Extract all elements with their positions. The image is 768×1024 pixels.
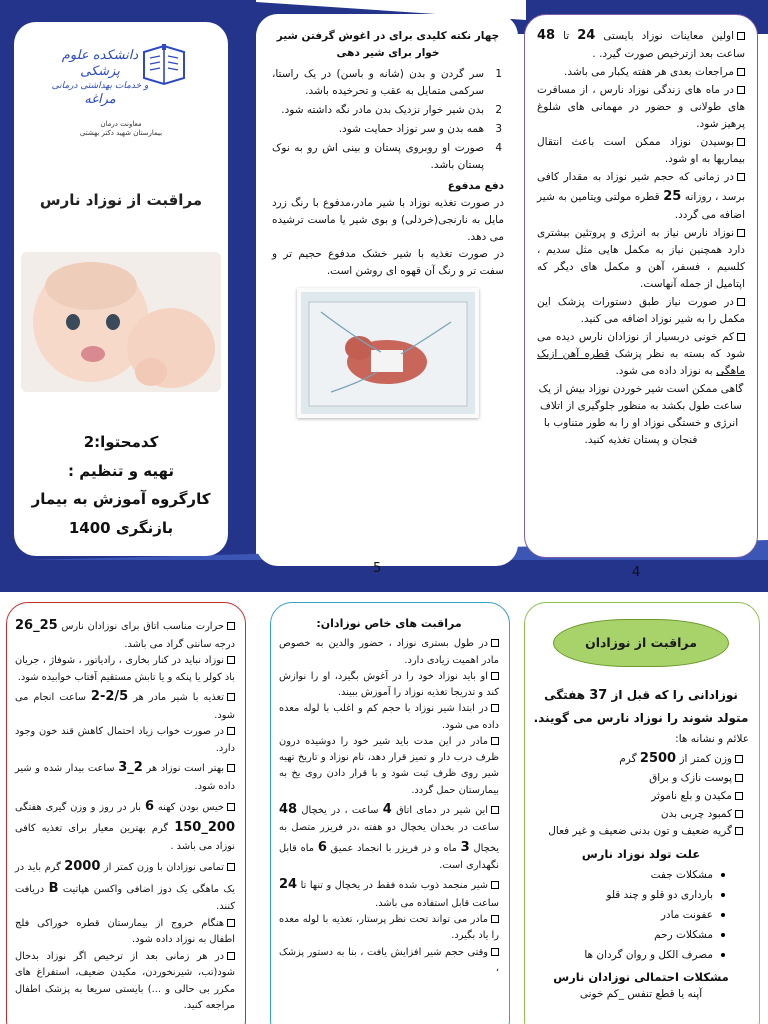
list-item: حرارت مناسب اتاق برای نوزادان نارس 25_26 درجه سانتی گراد می باشد. — [15, 618, 235, 650]
list-item: در ماه های زندگی نوزاد نارس ، از مسافرت های طولانی و حضور در مهمانی های شلوغ پرهیز شود. — [537, 84, 745, 131]
checkbox-bullet-icon — [491, 948, 499, 956]
checkbox-bullet-icon — [227, 952, 235, 960]
list-item: خیس بودن کهنه 6 بار در روز و وزن گیری هفتگی 200_150 گرم بهترین معیار برای تغذیه کافی نوزاد می باشد . — [15, 798, 235, 853]
list-item: بهتر است نوزاد هر 2_3 ساعت بیدار شده و شیر داده شود. — [15, 760, 235, 793]
general-care-list — [15, 615, 235, 1015]
checkbox-bullet-icon — [491, 915, 499, 923]
page-number-4: 4 — [632, 565, 641, 580]
checkbox-bullet-icon — [491, 672, 499, 680]
bullet-dot-icon — [721, 933, 725, 937]
checkbox-bullet-icon — [491, 806, 499, 814]
premature-definition: نوزادانی را که قبل از 37 هفتگی متولد شوند را نوزاد نارس می گویند. — [533, 688, 749, 725]
list-item: در صورت خواب زیاد احتمال کاهش قند خون وجود دارد. — [15, 726, 235, 754]
feeding-duration-note: گاهی ممکن است شیر خوردن نوزاد بیش از یک ساعت طول بکشد به منظور جلوگیری از اتلاف انرژی و خستگی نوزاد او را به طور متناوب با فنجان و پستان تغذیه کنید. — [538, 383, 744, 447]
list-item: نوزاد نارس نیاز به انرژی و پروتئین بیشتری دارد همچنین نیاز به مکمل هایی مثل سدیم ، کلسیم ، فسفر، آهن و مکمل های دیگر که اپتامیل از جمله آنهاست. — [537, 227, 745, 291]
checkbox-bullet-icon — [227, 764, 235, 772]
list-item: هنگام خروج از بیمارستان قطره خوراکی فلج اطفال به نوزاد داده شود. — [15, 917, 235, 946]
bullet-dot-icon — [721, 953, 725, 957]
checkbox-bullet-icon — [737, 86, 745, 94]
signs-label: علائم و نشانه ها: — [675, 732, 749, 745]
stool-paragraph-formula: در صورت تغذیه با شیر خشک مدفوع حجیم تر و سفت تر و رنگ آن قهوه ای روشن است. — [272, 247, 504, 277]
list-item: اولین معاینات نوزاد بایستی 24 تا 48 ساعت بعد ازترخیص صورت گیرد. . — [537, 28, 745, 61]
special-care-panel — [270, 602, 510, 1024]
checkbox-bullet-icon — [737, 173, 745, 181]
list-item: کمبود چربی بدن — [533, 806, 743, 824]
page-4-panel — [524, 14, 758, 558]
checkbox-bullet-icon — [227, 656, 235, 664]
list-item: وزن کمتر از 2500 گرم — [533, 748, 743, 770]
brochure-title: مراقبت از نوزاد نارس — [39, 191, 203, 209]
problems-text: آپنه یا قطع تنفس _کم خونی — [579, 988, 703, 1001]
list-item: بوسیدن نوزاد ممکن است باعث انتقال بیماریها به او شود. — [537, 136, 745, 166]
list-item: بارداری دو قلو و چند قلو — [533, 887, 749, 904]
list-item: 1 سر گردن و بدن (شانه و باسن) در یک راستا، سرکمی متمایل به عقب و تحرخیده باشد. — [272, 67, 502, 97]
bullet-dot-icon — [721, 913, 725, 917]
checkbox-bullet-icon — [737, 68, 745, 76]
list-item: عفونت مادر — [533, 907, 749, 924]
stool-section-title: دفع مدفوع — [447, 179, 504, 192]
list-item: در زمانی که حجم شیر نوزاد به مقدار کافی برسد ، روزانه 25 قطره مولتی ویتامین به شیر اضافه می گردد. — [537, 171, 746, 222]
causes-list — [533, 867, 749, 964]
checkbox-bullet-icon — [227, 693, 235, 701]
checkbox-bullet-icon — [737, 32, 745, 40]
list-item: گریه ضعیف و تون بدنی ضعیف و غیر فعال — [533, 823, 743, 841]
list-item: مادر در این مدت باید شیر خود را دوشیده درون ظرف درب دار و تمیز قرار دهد، نام نوزاد و تاریخ تهیه شیر روی ظرف ثبت شود و با قرار دادن روی یخ به بیمارستان حمل گردد. — [279, 735, 499, 796]
list-item: 3 همه بدن و سر نوزاد حمایت شود. — [338, 122, 502, 135]
bullet-dot-icon — [721, 873, 725, 877]
list-item: 2 بدن شیر خوار نزدیک بدن مادر نگه داشته شود. — [281, 103, 502, 116]
list-item: تغذیه با شیر مادر هر 2/5-2 ساعت انجام می شود. — [15, 689, 235, 722]
checkbox-bullet-icon — [227, 727, 235, 735]
general-care-panel — [6, 602, 246, 1024]
checkbox-bullet-icon — [737, 298, 745, 306]
list-item: او باید نوزاد خود را در آغوش بگیرد، او را نوازش کند و تدریجا تغذیه نوزاد را آموزش ببیند. — [279, 670, 499, 698]
section-cloud-banner: مراقبت از نوزادان — [553, 619, 729, 667]
logo-subtitle: معاونت درمان بیمارستان شهید دکتر بهشتی — [79, 120, 163, 138]
checkbox-bullet-icon — [735, 792, 743, 800]
premature-definition-panel — [524, 602, 760, 1024]
checkbox-bullet-icon — [491, 639, 499, 647]
checkbox-bullet-icon — [227, 622, 235, 630]
checkbox-bullet-icon — [227, 803, 235, 811]
baby-illustration — [21, 252, 221, 392]
page-number-5: 5 — [373, 561, 382, 576]
checkbox-bullet-icon — [227, 919, 235, 927]
prepared-by: کارگروه آموزش به بیمار — [31, 490, 211, 509]
incubator-photo — [297, 288, 479, 418]
checkbox-bullet-icon — [491, 704, 499, 712]
brochure-inside-sheet — [0, 592, 768, 1024]
special-care-title: مراقبت های خاص نوزادان: — [316, 617, 462, 630]
list-item: نوزاد نباید در کنار بخاری ، رادیاتور ، شوفاژ ، جریان باد کولر یا پنکه و یا تابش مستقیم آفتاب خوابیده شود. — [15, 655, 235, 683]
list-item: این شیر در دمای اتاق 4 ساعت ، در یخچال 48 ساعت در بخدان یخچال دو هفته ،در فریزر متصل به یخچال 3 ماه و در فریزر با انجماد عمیق 6 ماه قابل نگهداری است. — [279, 801, 499, 872]
prepared-label: تهیه و تنظیم : — [68, 461, 174, 480]
university-logo — [46, 30, 196, 146]
checkbox-bullet-icon — [737, 229, 745, 237]
cover-panel — [14, 22, 228, 556]
signs-list — [533, 748, 749, 841]
logo-calligraphy: دانشکده علوم پزشکی و خدمات بهداشتی درمانی مراغه — [51, 48, 149, 107]
list-item: مکیدن و بلع ناموثر — [533, 788, 743, 806]
checkbox-bullet-icon — [735, 774, 743, 782]
checkbox-bullet-icon — [491, 881, 499, 889]
list-item: شیر منجمد ذوب شده فقط در یخچال و تنها تا 24 ساعت قابل استفاده می باشد. — [279, 877, 499, 909]
causes-title: علت تولد نوزاد نارس — [581, 847, 701, 862]
special-care-list — [279, 636, 499, 977]
list-item: تمامی نوزادان با وزن کمتر از 2000 گرم باید در یک ماهگی یک دوز اضافی واکسن هپاتیت B دریافت کنند. — [15, 858, 235, 913]
list-item: مشکلات رحم — [533, 927, 749, 944]
checkbox-bullet-icon — [735, 810, 743, 818]
checkbox-bullet-icon — [737, 138, 745, 146]
list-item: در صورت نیاز طبق دستورات پزشک این مکمل را به شیر نوزاد اضافه می کنید. — [537, 296, 745, 326]
problems-title: مشکلات احتمالی نوزادان نارس — [553, 969, 729, 984]
checkbox-bullet-icon — [227, 863, 235, 871]
list-item: مصرف الکل و روان گردان ها — [533, 947, 749, 964]
list-item: پوست نازک و براق — [533, 770, 743, 788]
list-item: مشکلات جفت — [533, 867, 749, 884]
list-item: در هر زمانی بعد از ترخیص اگر نوزاد بدحال شود(تب، شیرنخوردن، مکیدن ضعیف، استفراغ های مکرر بی حالی و ...) بایستی سریعا به پزشک اطفال مراجعه کنید. — [15, 950, 235, 1012]
breastfeeding-tips-list — [272, 66, 504, 174]
cover-meta — [14, 428, 228, 542]
checkbox-bullet-icon — [735, 755, 743, 763]
list-item: وقتی حجم شیر افزایش یافت ، بنا به دستور پزشک ، — [279, 946, 499, 974]
list-item: در ابتدا شیر نوزاد با حجم کم و اغلب با لوله معده داده می شود. — [279, 703, 499, 731]
page-5-panel — [256, 14, 518, 566]
content-code: کدمحتوا:2 — [83, 433, 159, 452]
list-item: مادر می تواند تحت نظر پرستار، تغذیه با لوله معده را یاد بگیرد. — [279, 914, 499, 942]
checkbox-bullet-icon — [491, 737, 499, 745]
review-year: بازنگری 1400 — [68, 518, 174, 537]
home-care-list — [537, 25, 745, 380]
stool-paragraph-breastmilk: در صورت تغذیه نوزاد با شیر مادر،مدفوع با رنگ زرد مایل به نارنجی(خردلی) و بوی شیر یا ماست ترشیده می دهد. — [272, 196, 504, 243]
list-item: در طول بستری نوزاد ، حضور والدین به خصوص مادر اهمیت زیادی دارد. — [279, 638, 499, 666]
breastfeeding-tips-title: چهار نکته کلیدی برای در اغوش گرفتن شیر خوار برای شیر دهی — [276, 30, 500, 59]
baby-photo — [21, 252, 221, 392]
premature-infant-illustration — [301, 292, 475, 414]
checkbox-bullet-icon — [735, 827, 743, 835]
list-item: 4 صورت او روبروی پستان و بینی اش رو به نوک پستان باشد. — [272, 141, 502, 171]
list-item: کم خونی دربسیار از نوزادان نارس دیده می شود که بسته به نظر پزشک قطره آهن ازیک ماهگی به نوزاد داده می شود. — [537, 331, 746, 378]
bullet-dot-icon — [721, 893, 725, 897]
checkbox-bullet-icon — [737, 333, 745, 341]
list-item: مراجعات بعدی هر هفته یکبار می باشد. — [537, 64, 745, 81]
